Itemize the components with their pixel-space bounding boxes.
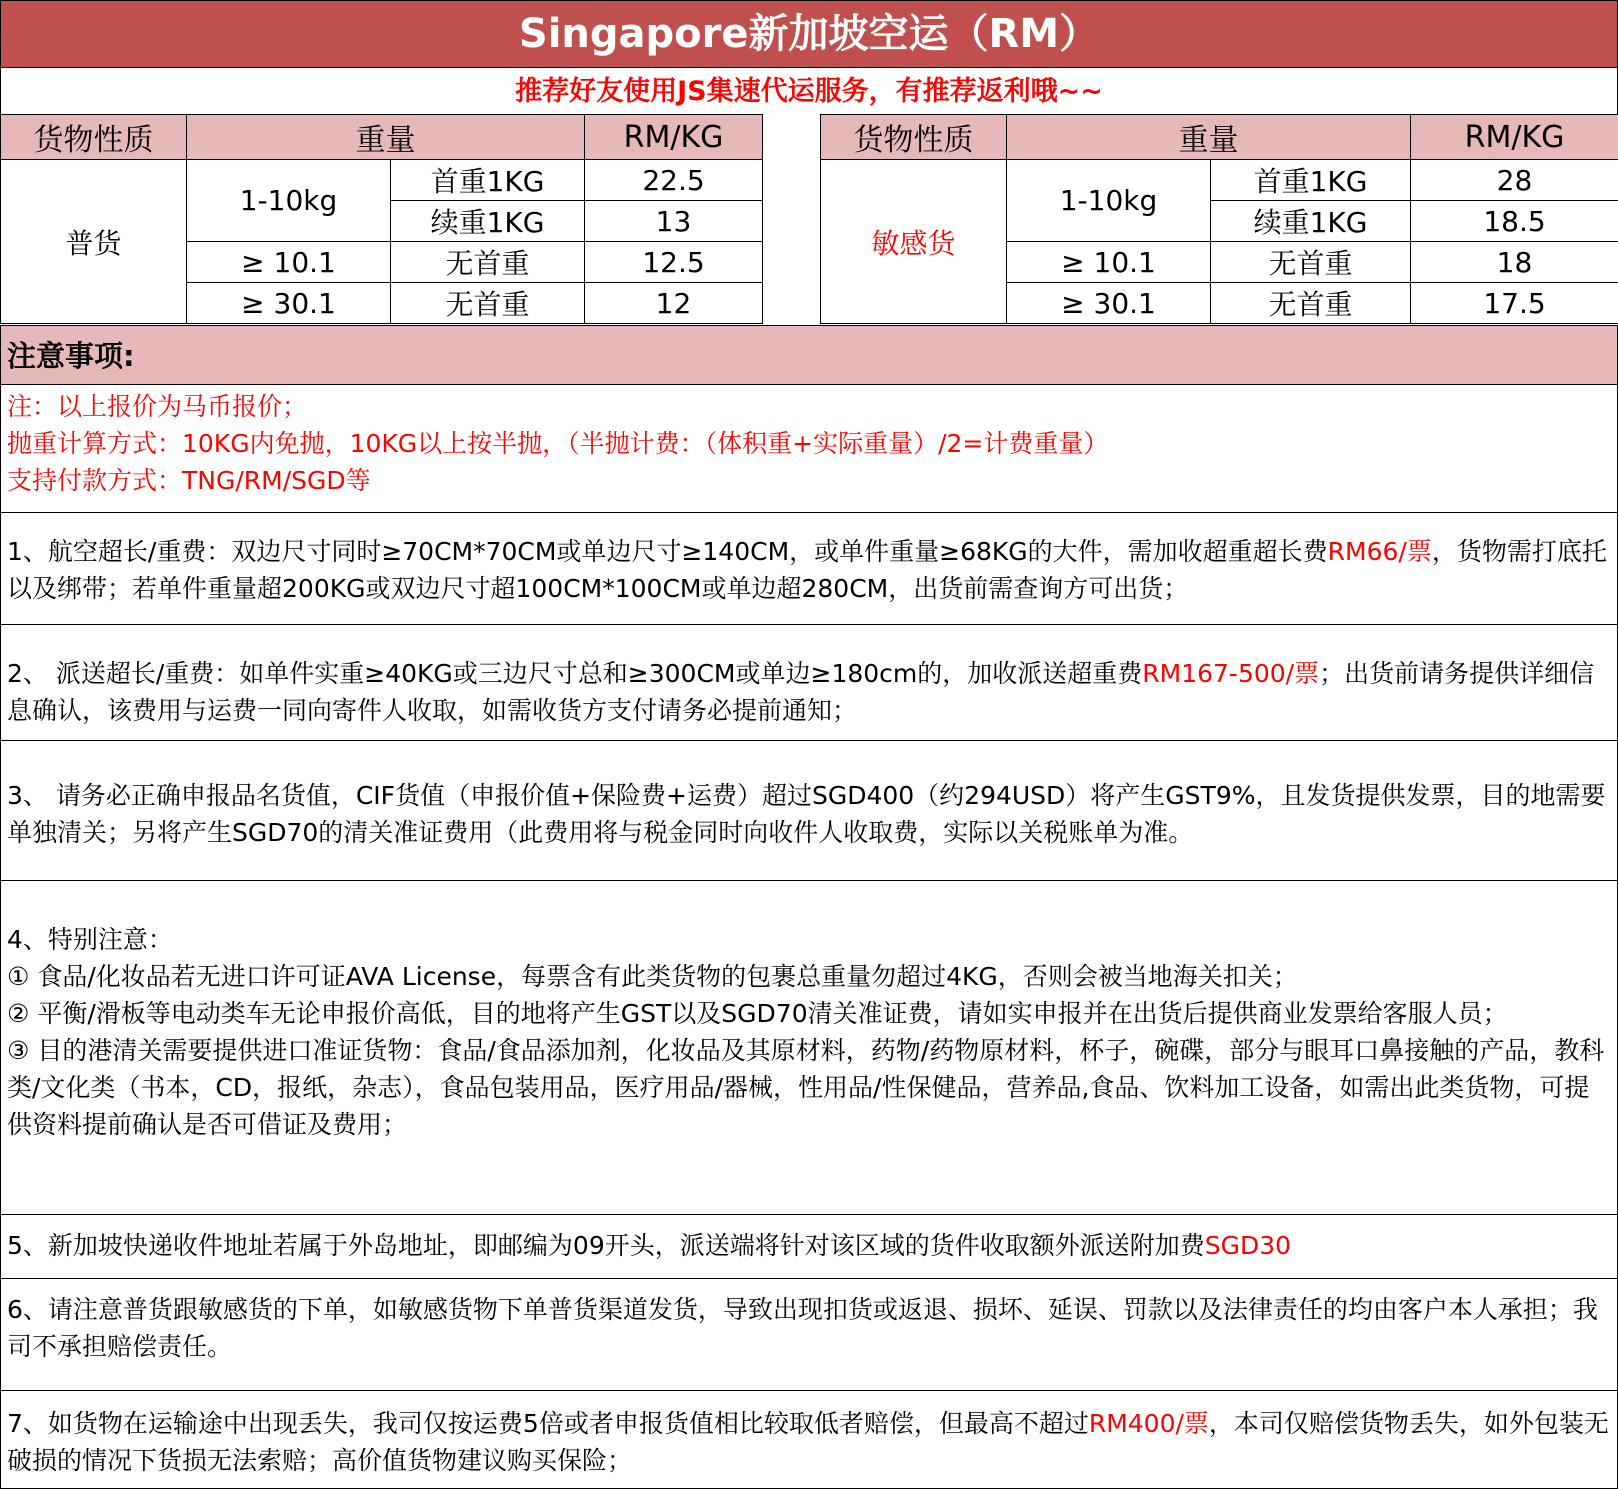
weight-range: ≥ 30.1 xyxy=(187,283,391,324)
note-2 xyxy=(0,625,1618,741)
fee-highlight: RM66/票 xyxy=(1327,537,1432,566)
fee-highlight: RM167-500/票 xyxy=(1142,659,1320,688)
note-text: ，本司仅赔偿货物丢失，如外包装无破损的情况下货损无法索赔；高价值货物建议购买保险； xyxy=(7,1409,1609,1475)
note-4 xyxy=(0,881,1618,1215)
weight-type: 无首重 xyxy=(391,242,585,283)
note-payment: 支持付款方式：TNG/RM/SGD等 xyxy=(7,466,371,495)
note-text: ；出货前请务提供详细信息确认，该费用与运费一同向寄件人收取，如需收货方支付请务必提前通知； xyxy=(7,659,1595,725)
fee-highlight: SGD30 xyxy=(1204,1231,1292,1260)
note-item: ② 平衡/滑板等电动类车无论申报价高低，目的地将产生GST以及SGD70清关准证费，请如实申报并在出货后提供商业发票给客服人员； xyxy=(7,999,1508,1028)
header-weight: 重量 xyxy=(187,115,585,160)
rate-value: 13 xyxy=(585,201,763,242)
sheet-title: Singapore新加坡空运（RM） xyxy=(0,0,1618,68)
note-6 xyxy=(0,1279,1618,1391)
weight-range: ≥ 30.1 xyxy=(1007,283,1211,324)
rate-table xyxy=(0,114,1618,324)
header-cargo-type: 货物性质 xyxy=(821,115,1007,160)
weight-range: 1-10kg xyxy=(1007,160,1211,242)
weight-type: 续重1KG xyxy=(1211,201,1411,242)
notes-heading: 注意事项: xyxy=(0,325,1618,385)
note-text: 2、 派送超长/重费：如单件实重≥40KG或三边尺寸总和≥300CM或单边≥180cm的，加收派送超重费 xyxy=(7,659,1143,688)
weight-type: 续重1KG xyxy=(391,201,585,242)
general-cargo-label: 普货 xyxy=(1,160,187,324)
rate-value: 18 xyxy=(1411,242,1618,283)
weight-type: 首重1KG xyxy=(1211,160,1411,201)
weight-range: ≥ 10.1 xyxy=(1007,242,1211,283)
note-volumetric: 抛重计算方式：10KG内免抛，10KG以上按半抛，（半抛计费：（体积重+实际重量）/2=计费重量） xyxy=(7,429,1109,458)
rate-value: 22.5 xyxy=(585,160,763,201)
header-rate: RM/KG xyxy=(585,115,763,160)
note-text: ，货物需打底托以及绑带；若单件重量超200KG或双边尺寸超100CM*100CM或单边超280CM，出货前需查询方可出货； xyxy=(7,537,1607,603)
note-text: 6、请注意普货跟敏感货的下单，如敏感货物下单普货渠道发货，导致出现扣货或返退、损坏、延误、罚款以及法律责任的均由客户本人承担；我司不承担赔偿责任。 xyxy=(7,1295,1598,1361)
note-text: 3、 请务必正确申报品名货值，CIF货值（申报价值+保险费+运费）超过SGD400（约294USD）将产生GST9%，且发货提供发票，目的地需要单独清关；另将产生SGD70的清关准证费用（此费用将与税金同时向收件人收取费，实际以关税账单为准。 xyxy=(7,781,1606,847)
note-item: ① 食品/化妆品若无进口许可证AVA License，每票含有此类货物的包裹总重量勿超过4KG，否则会被当地海关扣关； xyxy=(7,962,1298,991)
note-3 xyxy=(0,741,1618,881)
weight-type: 无首重 xyxy=(1211,283,1411,324)
referral-banner: 推荐好友使用JS集速代运服务，有推荐返利哦~~ xyxy=(0,68,1618,114)
note-currency: 注：以上报价为马币报价； xyxy=(7,392,308,421)
rate-value: 17.5 xyxy=(1411,283,1618,324)
note-5 xyxy=(0,1215,1618,1279)
note-text: 5、新加坡快递收件地址若属于外岛地址，即邮编为09开头，派送端将针对该区域的货件收取额外派送附加费 xyxy=(7,1231,1205,1260)
fee-highlight: RM400/票 xyxy=(1088,1409,1209,1438)
note-text: 7、如货物在运输途中出现丢失，我司仅按运费5倍或者申报货值相比较取低者赔偿，但最高不超过 xyxy=(7,1409,1089,1438)
table-header-row xyxy=(1,115,1618,160)
note-title: 4、特别注意： xyxy=(7,925,173,954)
weight-range: 1-10kg xyxy=(187,160,391,242)
table-gap xyxy=(763,115,821,324)
header-rate: RM/KG xyxy=(1411,115,1618,160)
header-cargo-type: 货物性质 xyxy=(1,115,187,160)
rate-value: 28 xyxy=(1411,160,1618,201)
rate-value: 18.5 xyxy=(1411,201,1618,242)
note-text: 1、航空超长/重费：双边尺寸同时≥70CM*70CM或单边尺寸≥140CM，或单件重量≥68KG的大件，需加收超重超长费 xyxy=(7,537,1328,566)
weight-type: 无首重 xyxy=(1211,242,1411,283)
notes-intro xyxy=(0,385,1618,513)
header-weight: 重量 xyxy=(1007,115,1411,160)
note-item: ③ 目的港清关需要提供进口准证货物：食品/食品添加剂，化妆品及其原材料，药物/药物原材料，杯子，碗碟，部分与眼耳口鼻接触的产品，教科类/文化类（书本，CD，报纸，杂志），食品包装用品，医疗用品/器械，性用品/性保健品，营养品,食品、饮料加工设备，如需出此类货物，可提供资料提前确认是否可借证及费用； xyxy=(7,1036,1605,1139)
weight-type: 首重1KG xyxy=(391,160,585,201)
note-1 xyxy=(0,513,1618,625)
weight-type: 无首重 xyxy=(391,283,585,324)
note-7 xyxy=(0,1391,1618,1489)
weight-range: ≥ 10.1 xyxy=(187,242,391,283)
sensitive-cargo-label: 敏感货 xyxy=(821,160,1007,324)
rate-value: 12.5 xyxy=(585,242,763,283)
rate-value: 12 xyxy=(585,283,763,324)
